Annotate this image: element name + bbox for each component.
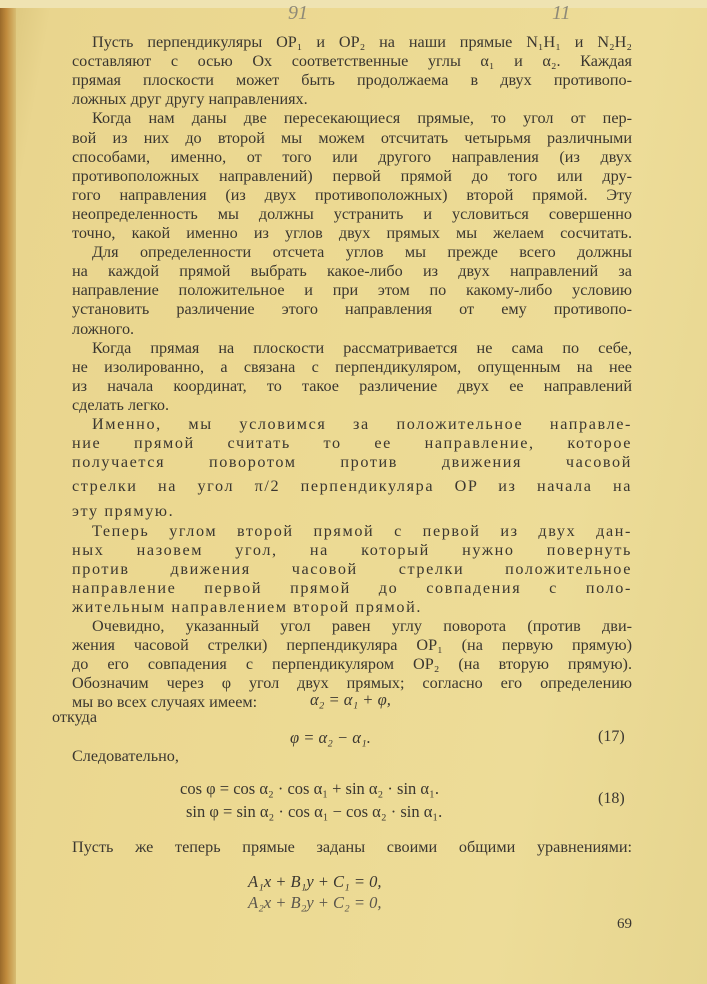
- text-line: Когда нам даны две пересекающиеся прямые, то угол от пер-: [92, 109, 632, 128]
- text-line: способами, именно, от того или другого направления (из двух: [72, 147, 632, 166]
- text-line: на каждой прямой выбрать какое-либо из двух направлений за: [72, 262, 632, 281]
- page-number: 69: [617, 916, 632, 932]
- text-line: Теперь углом второй прямой с первой из двух дан-: [92, 521, 632, 540]
- equation-alpha: α₂ = α₁ + φ,: [310, 690, 391, 709]
- handwritten-mark-right: 11: [552, 2, 571, 24]
- text-line: ложных друг другу направлениях.: [72, 90, 308, 109]
- text-line: Когда прямая на плоскости рассматривается не сама по себе,: [92, 338, 632, 357]
- text-line: против движения часовой стрелки положительное: [72, 559, 632, 578]
- text-line: жительным направлением второй прямой.: [72, 597, 423, 616]
- text-line: стрелки на угол π/2 перпендикуляра OP из начала на: [72, 477, 632, 496]
- text-line: точно, какой именно из углов двух прямых мы желаем сосчитать.: [72, 224, 632, 242]
- text-line: Обозначим через φ угол двух прямых; согласно его определению: [72, 674, 632, 693]
- text-line: не изолированно, а связана с перпендикуляром, опущенным на нее: [72, 357, 632, 376]
- text-line: жения часовой стрелки) перпендикуляра OP₁ (на первую прямую): [72, 636, 632, 655]
- text-line: вой из них до второй мы можем отсчитать четырьмя различными: [72, 128, 632, 147]
- equation-17: φ = α₂ − α₁.: [290, 728, 371, 747]
- text-line: мы во всех случаях имеем:: [72, 693, 258, 712]
- text-line: установить различение этого направления от ему противопо-: [72, 300, 632, 319]
- equation-number-17: (17): [598, 728, 625, 745]
- text-line: Очевидно, указанный угол равен углу поворота (против дви-: [92, 617, 632, 635]
- text-line: Пусть перпендикуляры OP₁ и OP₂ на наши прямые N₁H₁ и N₂H₂: [92, 33, 632, 51]
- text-line: ных назовем угол, на который нужно повернуть: [72, 540, 632, 559]
- text-line: противоположных направлений) первой прямой до того или дру-: [72, 166, 632, 185]
- text-line: эту прямую.: [72, 502, 175, 521]
- text-therefore: Следовательно,: [72, 747, 179, 765]
- text-line: ние прямой считать то ее направление, которое: [72, 434, 632, 453]
- equation-number-18: (18): [598, 790, 625, 807]
- text-line: из начала координат, то такое различение двух ее направлений: [72, 376, 632, 395]
- text-general-equations: Пусть же теперь прямые заданы своими общими уравнениями:: [72, 838, 632, 856]
- text-whence: откуда: [52, 708, 98, 726]
- text-line: направление положительное и при этом по какому-либо условию: [72, 281, 632, 300]
- text-line: Именно, мы условимся за положительное направле-: [92, 415, 632, 433]
- equation-18-cos: cos φ = cos α₂ · cos α₁ + sin α₂ · sin α₁.: [180, 779, 439, 798]
- text-line: сделать легко.: [72, 395, 170, 414]
- equation-line-1: A₁x + B₁y + C₁ = 0,: [248, 872, 382, 891]
- handwritten-mark-left: 91: [288, 2, 308, 24]
- page-edge: [0, 0, 16, 984]
- text-line: направление первой прямой до совпадения с поло-: [72, 578, 632, 597]
- text-line: ложного.: [72, 319, 135, 338]
- text-line: гого направления (из двух противоположных) второй прямой. Эту: [72, 185, 632, 204]
- text-line: Для определенности отсчета углов мы прежде всего должны: [92, 243, 632, 262]
- text-line: до его совпадения с перпендикуляром OP₂ (на вторую прямую).: [72, 655, 632, 674]
- scan-top-strip: [0, 0, 707, 8]
- text-line: неопределенность мы должны устранить и условиться совершенно: [72, 204, 632, 223]
- equation-line-2: A₂x + B₂y + C₂ = 0,: [248, 893, 382, 912]
- equation-18-sin: sin φ = sin α₂ · cos α₁ − cos α₂ · sin α₁.: [186, 802, 443, 821]
- text-line: прямая плоскости может быть продолжаема в двух противопо-: [72, 71, 632, 90]
- text-line: составляют с осью Ox соответственные углы α₁ и α₂. Каждая: [72, 52, 632, 71]
- text-line: получается поворотом против движения часовой: [72, 453, 632, 472]
